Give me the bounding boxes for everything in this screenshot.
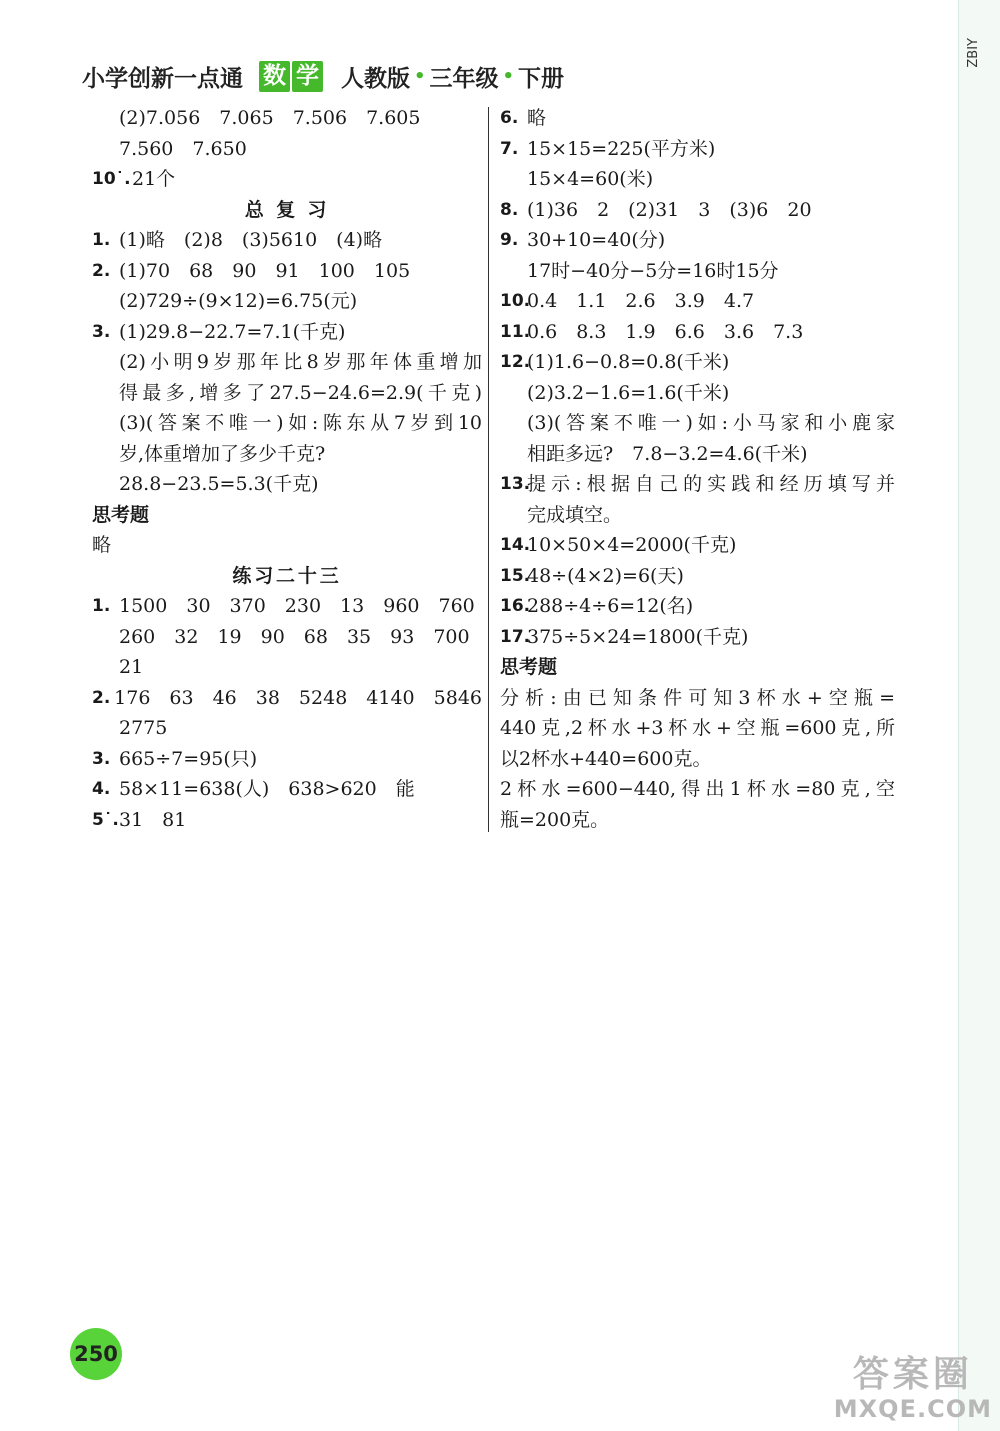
grade: 三年级: [429, 65, 499, 92]
answer-line: 11. 0.6 8.3 1.9 6.6 3.6 7.3: [500, 320, 804, 343]
answer-line: 略: [92, 534, 112, 556]
answer-line: 260 32 19 90 68 35 93 700: [119, 625, 470, 648]
column-divider: [488, 107, 489, 832]
answer-line: 8. (1)36 2 (2)31 3 (3)6 20: [500, 198, 812, 221]
subject-badge: [259, 61, 325, 92]
right-column: [500, 103, 895, 835]
answer-line: 10. 0.4 1.1 2.6 3.9 4.7: [500, 290, 755, 312]
answer-line: 3. (1)29.8−22.7=7.1(千克): [92, 320, 346, 343]
answer-line: 17. 375÷5×24=1800(千克): [500, 625, 749, 648]
answer-line: 9. 30+10=40(分): [500, 229, 666, 251]
analysis-line: 440克,2杯水+3杯水+空瓶=600克,所: [500, 717, 895, 739]
edition: 人教版: [341, 65, 410, 92]
answer-line: 得最多,增多了27.5−24.6=2.9(千克): [119, 381, 482, 404]
analysis-line: 瓶=200克。: [500, 808, 610, 831]
answer-line: (2)3.2−1.6=1.6(千米): [527, 381, 730, 404]
answer-line: 16. 288÷4÷6=12(名): [500, 595, 694, 617]
think-label: 思考题: [92, 503, 150, 526]
separator-dot: •: [502, 65, 515, 87]
answer-line: 15. 48÷(4×2)=6(天): [500, 564, 684, 587]
answer-line: 14. 10×50×4=2000(千克): [500, 534, 737, 556]
analysis-line: 2杯水=600−440,得出1杯水=80克,空: [500, 778, 895, 800]
answer-line: 4. 58×11=638(人) 638>620 能: [92, 778, 415, 800]
subject-char-2: 学: [292, 61, 323, 92]
side-label: ZBIY: [966, 38, 981, 68]
page-number: 250: [70, 1328, 122, 1380]
answer-line: 10˙. 21个: [92, 168, 176, 190]
answer-line: 12. (1)1.6−0.8=0.8(千米): [500, 351, 730, 373]
answer-line: 17时−40分−5分=16时15分: [527, 259, 779, 282]
answer-line: (2)小明9岁那年比8岁那年体重增加: [119, 351, 482, 373]
answer-line: 1. (1)略 (2)8 (3)5610 (4)略: [92, 229, 383, 251]
answer-line: (2)729÷(9×12)=6.75(元): [119, 290, 358, 312]
analysis-line: 以2杯水+440=600克。: [500, 747, 712, 770]
answer-line: 6. 略: [500, 107, 547, 129]
answer-line: 完成填空。: [527, 503, 623, 526]
answer-line: 相距多远? 7.8−3.2=4.6(千米): [527, 442, 808, 465]
term: 下册: [518, 65, 565, 92]
book-title: 小学创新一点通: [82, 65, 243, 92]
answer-line: 7.560 7.650: [119, 137, 247, 160]
watermark: [834, 1355, 992, 1423]
side-tab: [958, 0, 1000, 1431]
answer-line: 1. 1500 30 370 230 13 960 760: [92, 595, 475, 617]
answer-line: 岁,体重增加了多少千克?: [119, 442, 326, 465]
subject-char-1: 数: [259, 61, 290, 92]
answer-line: 15×4=60(米): [527, 168, 654, 190]
answer-line: 2. 176 63 46 38 5248 4140 5846: [92, 686, 482, 709]
answer-line: 21: [119, 656, 144, 678]
answer-line: 3. 665÷7=95(只): [92, 747, 258, 770]
answer-line: (3)(答案不唯一)如:小马家和小鹿家: [527, 412, 895, 434]
watermark-cn: 答案圈: [852, 1354, 973, 1395]
answer-line: (3)(答案不唯一)如:陈东从7岁到10: [119, 412, 482, 434]
page-header: [82, 58, 564, 94]
analysis-line: 分析:由已知条件可知3杯水+空瓶=: [500, 686, 895, 709]
answer-line: 13. 提示:根据自己的实践和经历填写并: [500, 473, 895, 495]
section-heading-review: 总 复 习: [244, 198, 330, 221]
answer-line: 5˙. 31 81: [92, 808, 187, 831]
answer-line: (2)7.056 7.065 7.506 7.605: [119, 107, 421, 129]
answer-line: 28.8−23.5=5.3(千克): [119, 473, 319, 495]
left-column: [92, 103, 482, 835]
answer-line: 2. (1)70 68 90 91 100 105: [92, 259, 411, 282]
watermark-en: MXQE.COM: [833, 1395, 992, 1423]
answer-line: 2775: [119, 717, 168, 739]
think-label: 思考题: [500, 656, 558, 678]
separator-dot: •: [414, 65, 426, 87]
answer-line: 7. 15×15=225(平方米): [500, 137, 716, 160]
section-heading-exercise: 练习二十三: [232, 564, 342, 587]
